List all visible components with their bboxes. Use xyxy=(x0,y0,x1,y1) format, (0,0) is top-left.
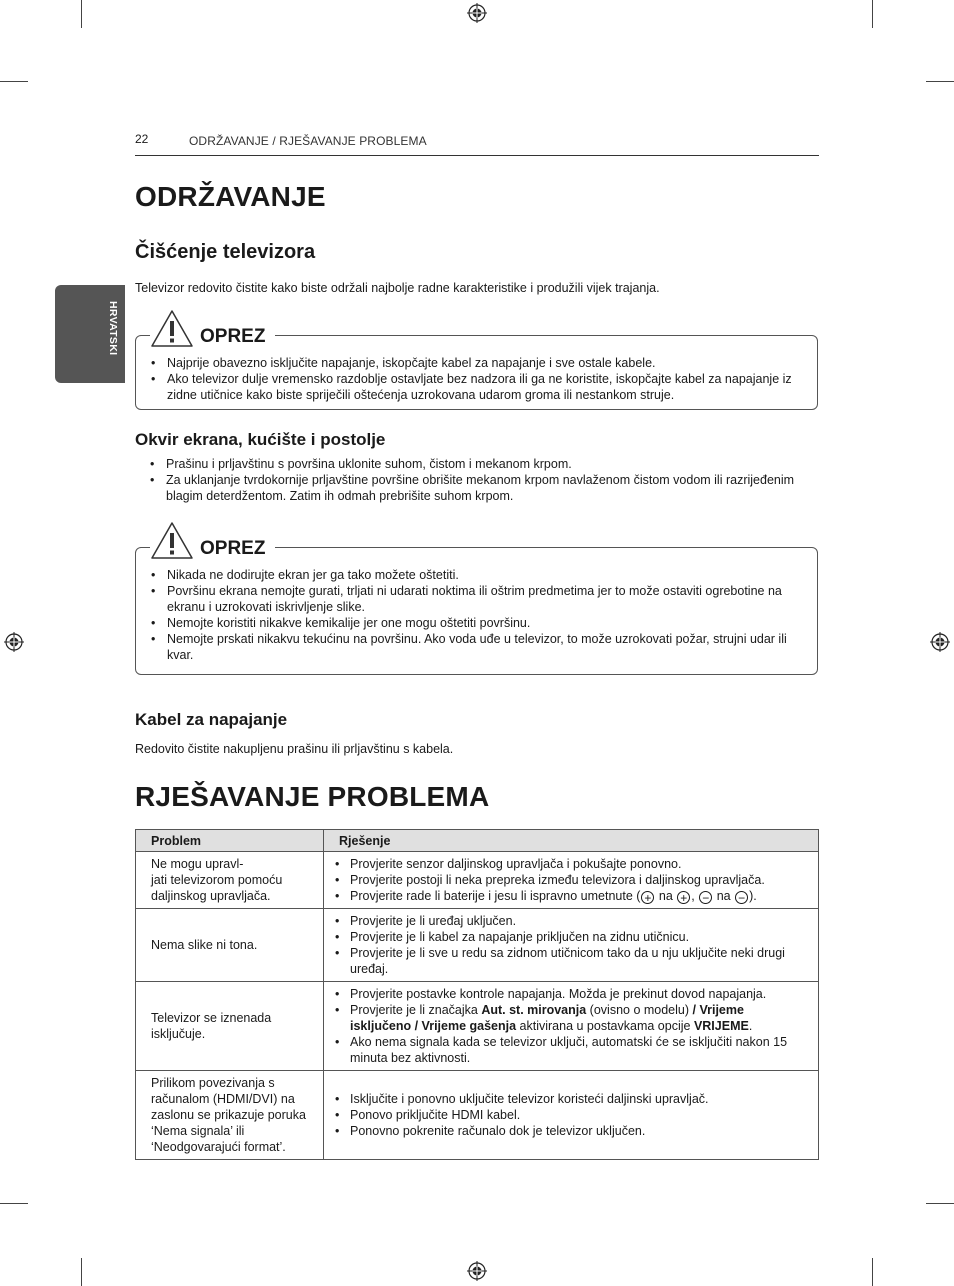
solution-list xyxy=(324,856,808,904)
caution-list xyxy=(136,567,806,663)
list-item xyxy=(324,888,808,904)
solution-cell xyxy=(324,852,819,909)
troubleshooting-table xyxy=(135,829,819,1160)
solution-text: na xyxy=(713,889,735,903)
problem-text: Prilikom povezivanja s računalom (HDMI/DVI) na zaslonu se prikazuje poruka ‘Nema signala’ ili ‘Neodgovarajući format’. xyxy=(151,1076,306,1154)
minus-terminal-icon: − xyxy=(735,891,748,904)
problem-text: Televizor se iznenada isključuje. xyxy=(151,1011,272,1041)
list-item: • Nemojte prskati nikakvu tekućinu na površinu. Ako voda uđe u televizor, to može uzrokovati požar, strujni udar ili kvar. xyxy=(136,631,806,663)
crop-mark xyxy=(81,1258,82,1286)
crop-mark xyxy=(0,81,28,82)
caution-label: OPREZ xyxy=(200,538,266,559)
setting-name: / Vrijeme isključeno / Vrijeme gašenja xyxy=(350,1003,744,1033)
list-item: • Provjerite postavke kontrole napajanja. Možda je prekinut dovod napajanja. xyxy=(324,986,808,1002)
solution-text: (ovisno o modelu) xyxy=(586,1003,693,1017)
setting-name: Aut. st. mirovanja xyxy=(481,1003,587,1017)
list-item: • Provjerite postoji li neka prepreka između televizora i daljinskog upravljača. xyxy=(324,872,808,888)
solution-list xyxy=(324,986,808,1066)
solution-text: Provjerite rade li baterije i jesu li ispravno umetnute ( xyxy=(350,889,641,903)
page-number: 22 xyxy=(135,132,149,146)
table-row xyxy=(136,1071,819,1160)
table-header-row xyxy=(136,830,819,852)
problem-cell xyxy=(136,982,324,1071)
language-tab-label: HRVATSKI xyxy=(107,301,119,356)
problem-cell xyxy=(136,1071,324,1160)
crop-mark xyxy=(872,1258,873,1286)
warning-triangle-icon xyxy=(150,309,194,349)
solution-list xyxy=(324,1091,808,1139)
solution-cell xyxy=(324,1071,819,1160)
warning-triangle-icon xyxy=(150,521,194,561)
list-item: • Ako televizor dulje vremensko razdoblje ostavljate bez nadzora ili ga ne koristite, iskopčajte kabel za napajanje iz zidne utičnice kako biste spriječili oštećenja uzrokovana udarom groma ili nestankom struje. xyxy=(136,371,806,403)
problem-text: Ne mogu upravl- jati televizorom pomoću daljinskog upravljača. xyxy=(151,857,283,903)
list-item xyxy=(324,1002,808,1034)
list-item: • Provjerite je li kabel za napajanje priključen na zidnu utičnicu. xyxy=(324,929,808,945)
solution-text: na xyxy=(655,889,677,903)
subsection-title-cable: Kabel za napajanje xyxy=(135,710,288,729)
caution-list xyxy=(136,355,806,403)
crop-mark xyxy=(872,0,873,28)
registration-mark-icon xyxy=(4,632,24,652)
problem-cell xyxy=(136,852,324,909)
cleaning-intro: Televizor redovito čistite kako biste održali najbolje radne karakteristike i produžili vijek trajanja. xyxy=(135,281,660,295)
table-row xyxy=(136,982,819,1071)
caution-header xyxy=(150,519,275,561)
solution-text: Provjerite je li značajka xyxy=(350,1003,482,1017)
list-item: • Provjerite senzor daljinskog upravljača i pokušajte ponovno. xyxy=(324,856,808,872)
problem-text: Nema slike ni tona. xyxy=(151,938,258,952)
section-title-maintenance: ODRŽAVANJE xyxy=(135,181,326,212)
problem-cell xyxy=(136,909,324,982)
setting-name: VRIJEME xyxy=(693,1019,749,1033)
list-item: • Površinu ekrana nemojte gurati, trljati ni udarati noktima ili oštrim predmetima jer to može ostaviti ogrebotine na ekranu i uzrokovati iskrivljenje slike. xyxy=(136,583,806,615)
language-tab xyxy=(55,285,125,383)
list-item: • Provjerite je li sve u redu sa zidnom utičnicom tako da u nju uključite neki drugi uređaj. xyxy=(324,945,808,977)
solution-cell xyxy=(324,982,819,1071)
solution-text: . xyxy=(748,1019,753,1033)
solution-list xyxy=(324,913,808,977)
registration-mark-icon xyxy=(467,1261,487,1281)
list-item: • Nemojte koristiti nikakve kemikalije jer one mogu oštetiti površinu. xyxy=(136,615,806,631)
list-item: • Prašinu i prljavštinu s površina uklonite suhom, čistom i mekanom krpom. xyxy=(135,456,805,472)
list-item: • Najprije obavezno isključite napajanje, iskopčajte kabel za napajanje i sve ostale kabele. xyxy=(136,355,806,371)
list-item: • Provjerite je li uređaj uključen. xyxy=(324,913,808,929)
header-divider xyxy=(135,155,819,156)
solution-text: aktivirana u postavkama opcije xyxy=(516,1019,694,1033)
cable-text: Redovito čistite nakupljenu prašinu ili prljavštinu s kabela. xyxy=(135,742,454,756)
crop-mark xyxy=(926,81,954,82)
crop-mark xyxy=(81,0,82,28)
plus-terminal-icon: + xyxy=(641,891,654,904)
solution-text: ). xyxy=(749,889,757,903)
minus-terminal-icon: − xyxy=(699,891,712,904)
list-item: • Isključite i ponovno uključite televizor koristeći daljinski upravljač. xyxy=(324,1091,808,1107)
solution-cell xyxy=(324,909,819,982)
crop-mark xyxy=(926,1203,954,1204)
running-header: ODRŽAVANJE / RJEŠAVANJE PROBLEMA xyxy=(189,134,427,148)
list-item: • Za uklanjanje tvrdokornije prljavštine površine obrišite mekanom krpom navlaženom čistom vodom ili razrijeđenim blagim deterdžentom. Zatim ih odmah prebrišite suhom krpom. xyxy=(135,472,805,504)
subsection-title-frame: Okvir ekrana, kućište i postolje xyxy=(135,430,386,449)
caution-label: OPREZ xyxy=(200,326,266,347)
list-item: • Ponovno pokrenite računalo dok je televizor uključen. xyxy=(324,1123,808,1139)
registration-mark-icon xyxy=(467,3,487,23)
plus-terminal-icon: + xyxy=(677,891,690,904)
list-item: • Nikada ne dodirujte ekran jer ga tako možete oštetiti. xyxy=(136,567,806,583)
table-row xyxy=(136,852,819,909)
subsection-title-cleaning: Čišćenje televizora xyxy=(135,241,316,263)
solution-text: , xyxy=(691,889,699,903)
caution-box xyxy=(135,547,818,675)
column-header-solution: Rješenje xyxy=(324,830,819,852)
caution-header xyxy=(150,307,275,349)
section-title-troubleshooting: RJEŠAVANJE PROBLEMA xyxy=(135,781,490,812)
frame-list xyxy=(135,456,805,504)
list-item: • Ako nema signala kada se televizor uključi, automatski će se isključiti nakon 15 minuta bez aktivnosti. xyxy=(324,1034,808,1066)
list-item: • Ponovo priključite HDMI kabel. xyxy=(324,1107,808,1123)
crop-mark xyxy=(0,1203,28,1204)
registration-mark-icon xyxy=(930,632,950,652)
column-header-problem: Problem xyxy=(136,830,324,852)
table-row xyxy=(136,909,819,982)
